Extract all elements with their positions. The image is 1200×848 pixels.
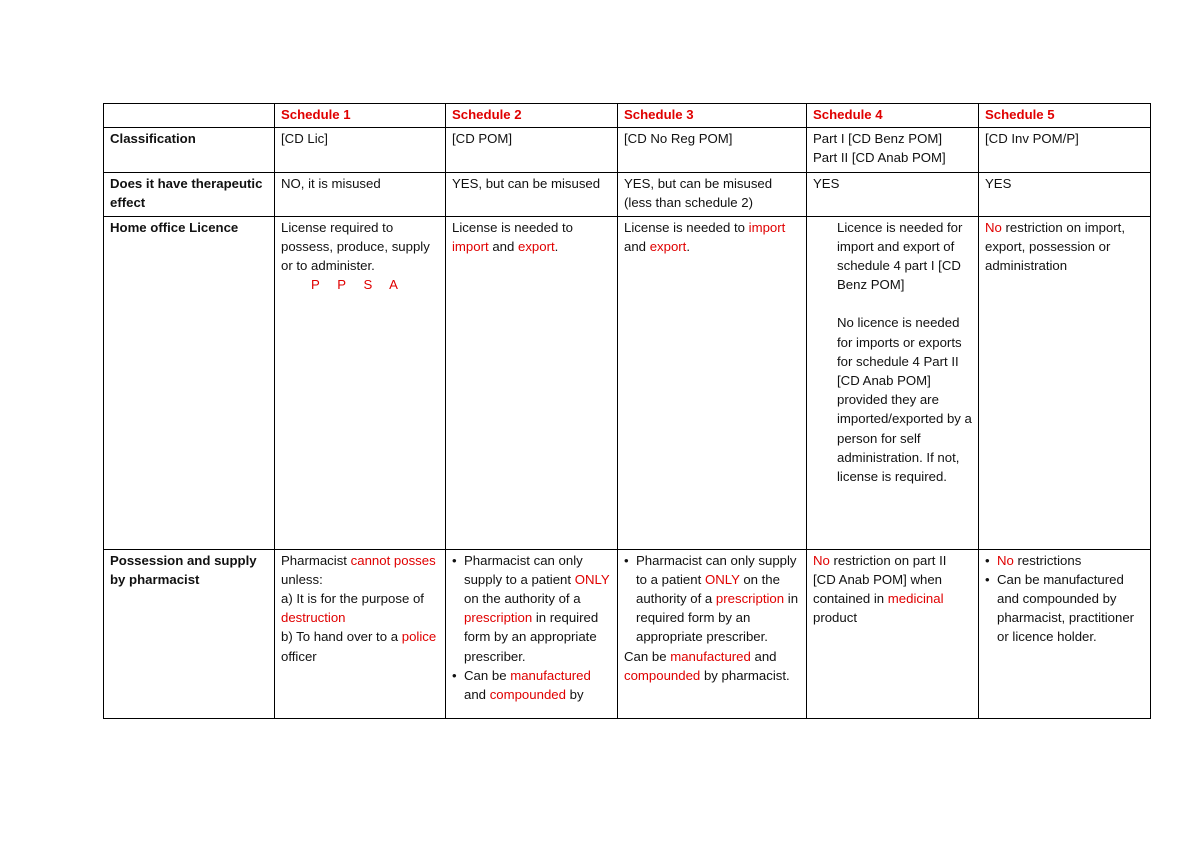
possession-s3-p2-and: and [754,648,777,664]
classification-s2: [CD POM] [446,128,618,173]
possession-s3-b1-pre: Pharmacist can only supply to a patient [636,552,797,587]
possession-s3-b1-post: in required form by an appropriate prescriber. [636,591,799,645]
schedules-table [103,103,1151,719]
possession-s3-p2-manufactured: manufactured [670,648,751,664]
possession-s5 [979,549,1151,718]
possession-s2-b2-manufactured: manufactured [510,667,591,683]
classification-label: Classification [104,128,275,173]
possession-s2-b1-pre: Pharmacist can only supply to a patient [464,552,583,587]
licence-s4-spacer [837,294,972,313]
therapeutic-row [104,173,1151,216]
possession-s5-b1-rest: restrictions [1017,552,1082,568]
classification-s3: [CD No Reg POM] [618,128,807,173]
licence-s3: License is needed to import and export. [618,216,807,549]
possession-row [104,549,1151,718]
possession-s2-b2-by: by [569,687,584,703]
possession-s4 [807,549,979,718]
possession-s3-b1-only: ONLY [704,571,740,587]
possession-s3-p2-pre: Can be [624,648,667,664]
classification-s4-part2: Part II [CD Anab POM] [813,150,946,166]
possession-s5-bullet-1 [985,551,1144,570]
possession-s1-police: police [401,629,437,645]
possession-s2-bullet-2 [452,666,611,704]
possession-s2-b1-mid: on the authority of a [464,591,581,607]
therapeutic-s1: NO, it is misused [275,173,446,216]
possession-s2-bullet-1 [452,551,611,666]
header-schedule-3: Schedule 3 [618,104,807,128]
classification-s5: [CD Inv POM/P] [979,128,1151,173]
possession-s2-b2-and: and [464,687,487,703]
possession-s1-pre: Pharmacist [281,552,347,568]
possession-s3-bullet-1 [624,551,800,647]
possession-s5-b2: Can be manufactured and compounded by pharmacist, practitioner or licence holder. [997,571,1135,645]
possession-s2-b2-pre: Can be [464,667,507,683]
licence-s4-para1: Licence is needed for import and export of schedule 4 part I [CD Benz POM] [837,219,963,293]
header-empty-cell [104,104,275,128]
licence-s3-import: import [748,219,786,235]
possession-s1-cannot-posses: cannot posses [350,552,436,568]
classification-s4 [807,128,979,173]
possession-s4-product: product [813,610,857,626]
possession-s2-b1-only: ONLY [574,571,610,587]
header-schedule-1: Schedule 1 [275,104,446,128]
licence-s2-pre: License is needed to [452,219,573,235]
possession-s4-medicinal: medicinal [887,591,944,607]
header-schedule-2: Schedule 2 [446,104,618,128]
possession-s5-b1-no: No [997,552,1014,568]
possession-s2-b1-post: in required form by an appropriate prescriber. [464,610,599,664]
licence-s1-text: License required to possess, produce, supply or to administer. [281,219,430,274]
classification-s4-part1: Part I [CD Benz POM] [813,131,942,147]
licence-s1-ppsa: P P S A [311,277,405,293]
licence-s1 [275,216,446,549]
licence-s2-and: and [492,238,515,254]
licence-s2-export: export [518,238,555,254]
licence-s3-export: export [649,238,687,254]
possession-s1-b: b) To hand over to a [281,629,399,645]
therapeutic-label: Does it have therapeutic effect [104,173,275,216]
possession-s3-b1-prescription: prescription [715,591,785,607]
possession-s5-bullet-2 [985,570,1144,647]
possession-s1-unless: unless: [281,571,323,587]
licence-s5-rest: restriction on import, export, possession or administration [985,219,1125,274]
classification-row [104,128,1151,173]
licence-s2: License is needed to import and export. [446,216,618,549]
possession-s1-destruction: destruction [281,610,346,626]
possession-s4-mid: restriction on part II [CD Anab POM] when contained in [813,552,947,607]
therapeutic-s4: YES [807,173,979,216]
licence-s3-pre: License is needed to [624,219,745,235]
licence-s5 [979,216,1151,549]
header-schedule-5: Schedule 5 [979,104,1151,128]
possession-s4-no: No [813,552,830,568]
licence-s4 [807,216,979,549]
classification-s1: [CD Lic] [275,128,446,173]
possession-s2-b2-compounded: compounded [489,687,566,703]
table-header-row [104,104,1151,128]
possession-s3-b1-mid: on the authority of a [636,571,780,607]
possession-s3-p2-compounded: compounded [624,667,701,683]
possession-s3 [618,549,807,718]
possession-s1 [275,549,446,718]
header-schedule-4: Schedule 4 [807,104,979,128]
possession-s1-officer: officer [281,648,317,664]
licence-row [104,216,1151,549]
possession-s3-p2-post: by pharmacist. [703,667,790,683]
possession-label: Possession and supply by pharmacist [104,549,275,718]
possession-s2 [446,549,618,718]
therapeutic-s3: YES, but can be misused (less than schedule 2) [618,173,807,216]
licence-label: Home office Licence [104,216,275,549]
possession-s1-a: a) It is for the purpose of [281,591,424,607]
therapeutic-s5: YES [979,173,1151,216]
licence-s3-and: and [624,238,647,254]
therapeutic-s2: YES, but can be misused [446,173,618,216]
possession-s2-b1-prescription: prescription [464,610,533,626]
licence-s4-para2: No licence is needed for imports or exports for schedule 4 Part II [CD Anab POM] provided they are imported/exported by a person for self administration. If not, license is required. [837,315,972,485]
licence-s5-no: No [985,219,1002,235]
licence-s2-import: import [452,238,489,254]
